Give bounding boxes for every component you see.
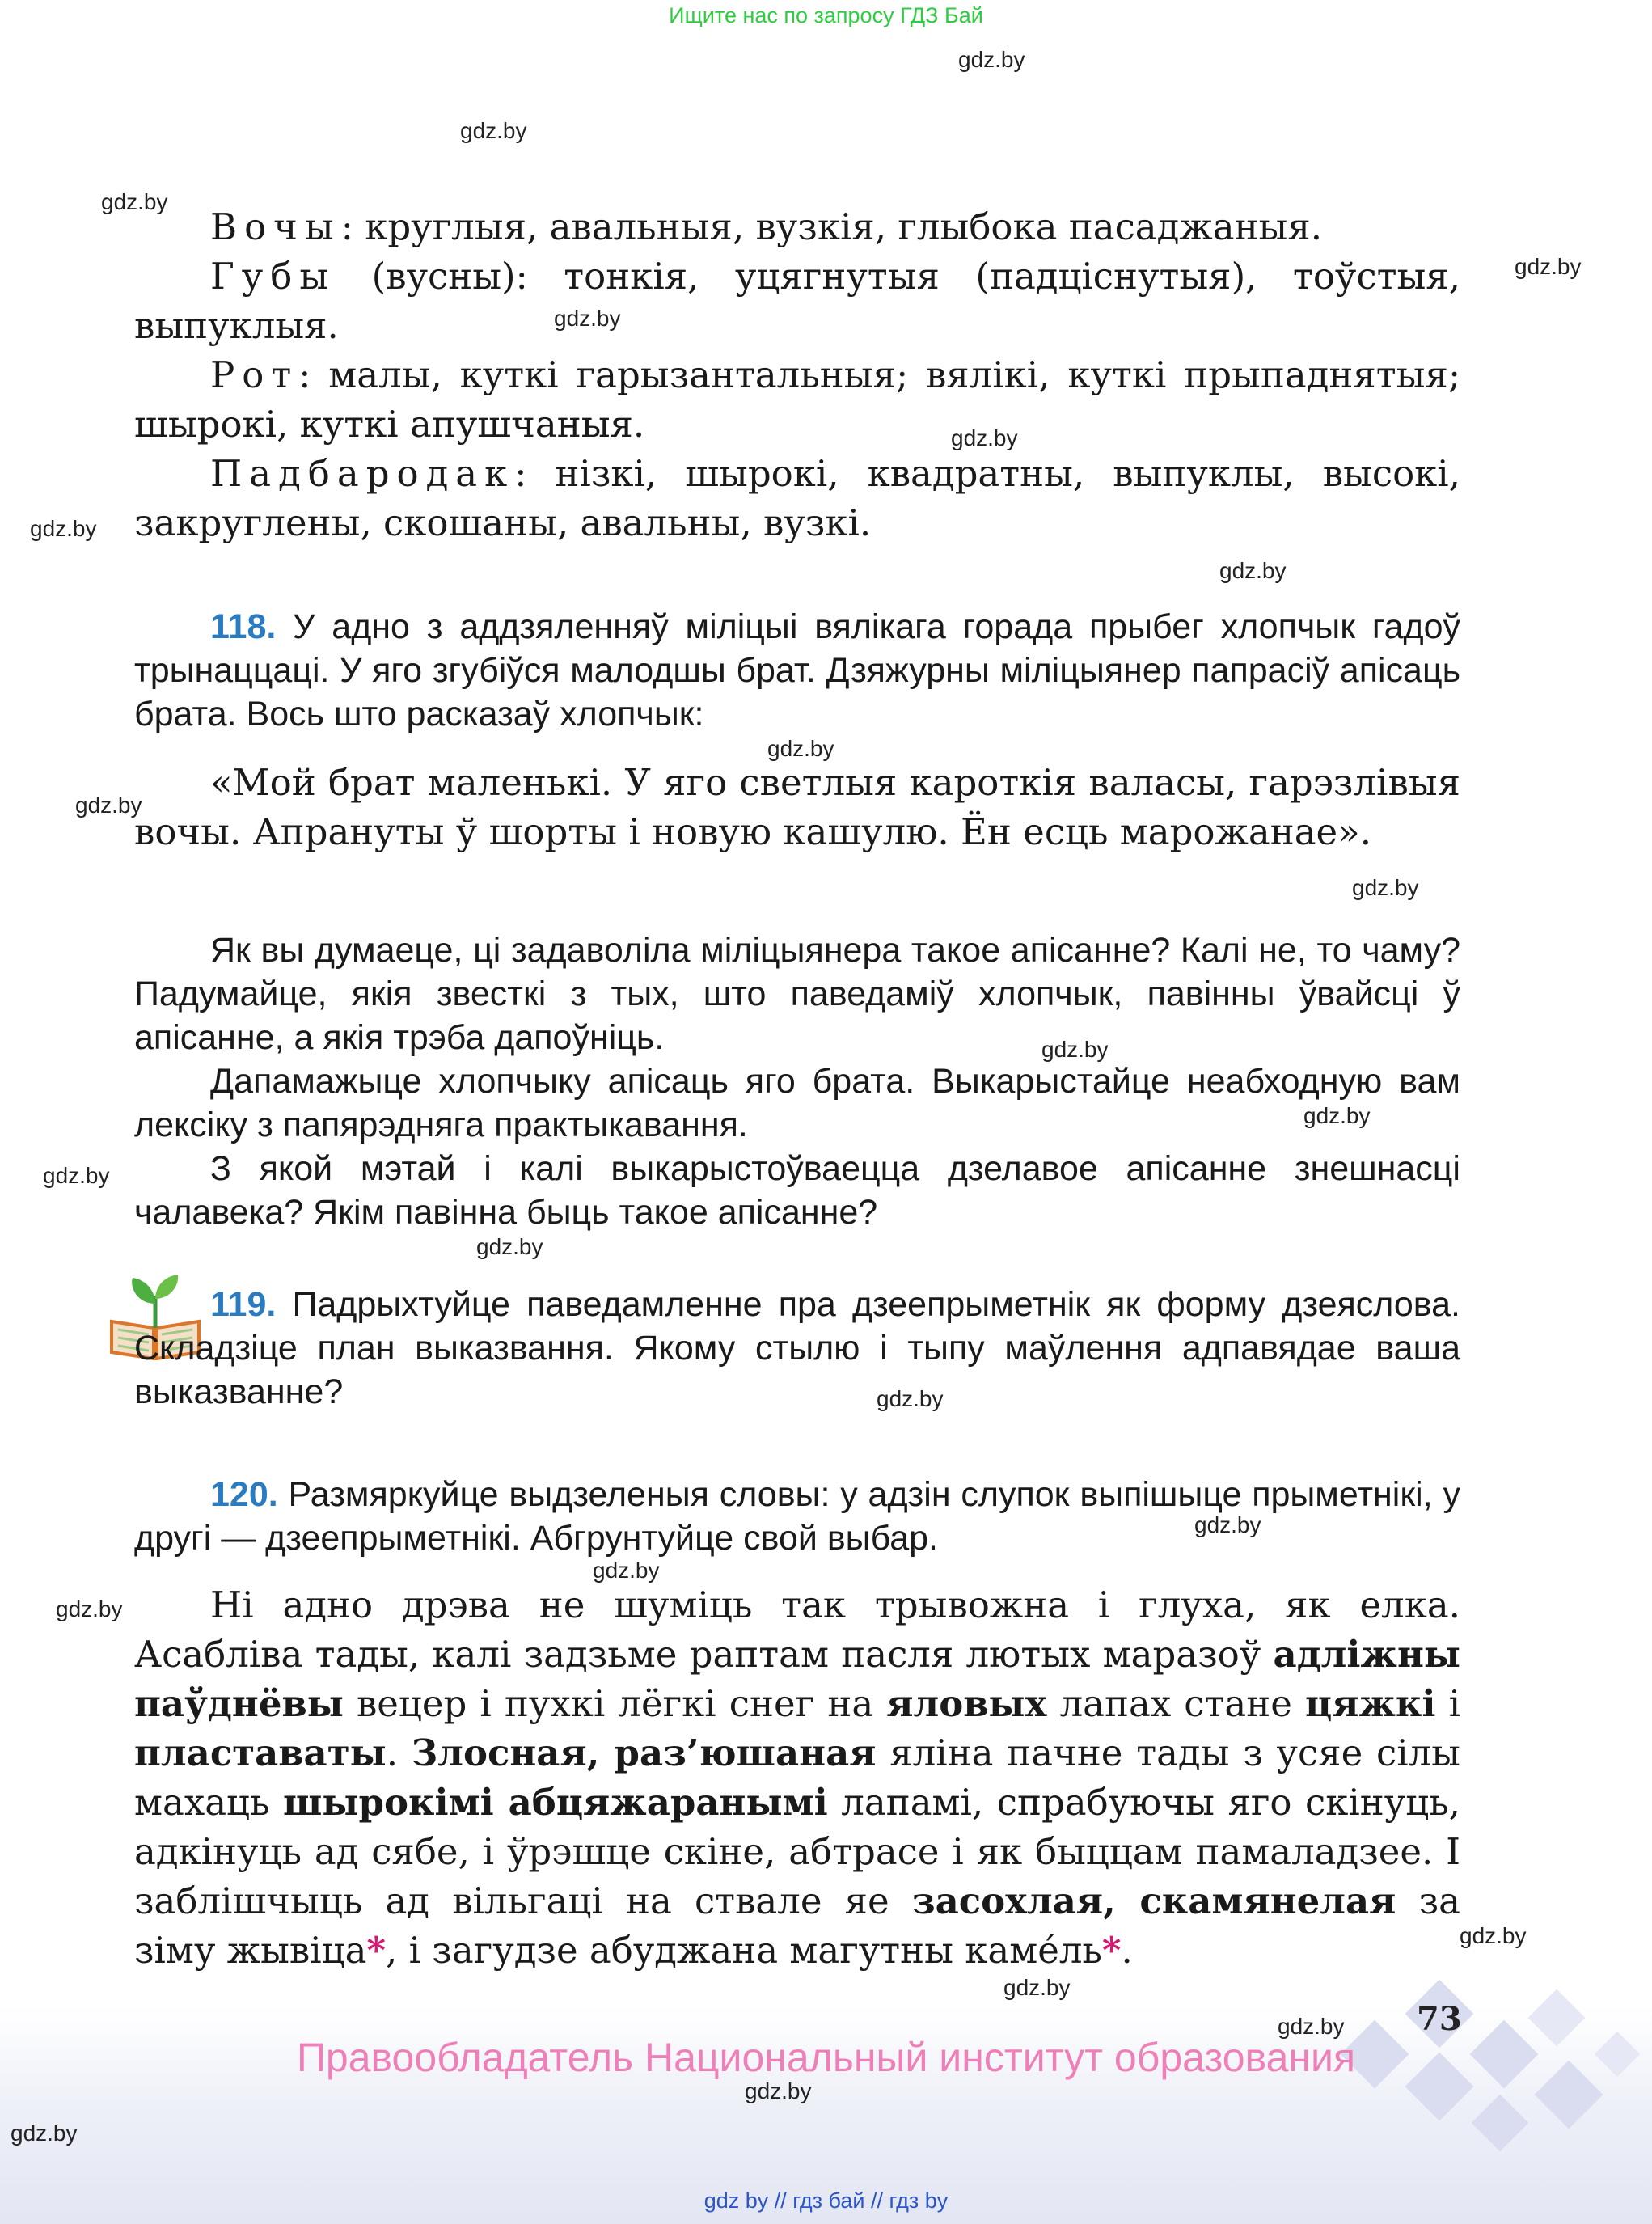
watermark: gdz.by	[1278, 2014, 1345, 2039]
exercise-task-text: Падрыхтуйце паведамленне пра дзеепрыметнік як форму дзеяслова. Складзіце план выказвання. Якому стылю і тыпу маўлення адпавядае ваша выказванне?	[134, 1285, 1460, 1411]
highlighted-word: шырокімі абцяжаранымі	[283, 1781, 828, 1824]
lips-text: (вусны): тонкія, уцягнутыя (падціснутыя), тоўстыя, выпуклыя.	[134, 255, 1460, 347]
chin-paragraph	[134, 449, 1460, 548]
page-number: 73	[1417, 2000, 1462, 2038]
footnote-star: *	[1101, 1929, 1122, 1972]
exercise-119-task	[134, 1283, 1460, 1414]
search-note: Ищите нас по запросу ГДЗ Бай	[669, 3, 983, 27]
watermark: gdz.by	[1041, 1037, 1109, 1062]
eyes-text: : круглыя, авальныя, вузкія, глыбока пасаджаныя.	[340, 205, 1323, 248]
watermark: gdz.by	[958, 47, 1025, 72]
highlighted-word: адліжны паўднёвы	[134, 1633, 1460, 1725]
watermark: gdz.by	[1352, 875, 1419, 900]
watermark: gdz.by	[30, 516, 97, 541]
exercise-task-text: У адно з аддзяленняў міліцыі вялікага горада прыбег хлопчык гадоў трынаццаці. У яго згубіўся малодшы брат. Дзяжурны міліцыянер папрасіў апісаць брата. Вось што расказаў хлопчык:	[134, 607, 1460, 734]
text-run: вецер і пухкі лёгкі снег на	[343, 1682, 887, 1725]
watermark: gdz.by	[951, 425, 1018, 450]
bottom-links[interactable]: gdz by // гдз бай // гдз by	[703, 2188, 949, 2213]
watermark: gdz.by	[460, 118, 527, 143]
text-run: Ні адно дрэва не шуміць так трывожна і глуха, як елка. Асабліва тады, калі задзьме раптам пасля лютых маразоў	[134, 1583, 1460, 1676]
text-run: , і загудзе абуджана магутны каме́ль	[385, 1929, 1102, 1972]
watermark: gdz.by	[11, 2120, 78, 2146]
highlighted-word: Злосная, раз’юшаная	[411, 1731, 877, 1774]
exercise-number: 120.	[210, 1475, 278, 1514]
text-run: за зіму жывіца	[134, 1879, 1460, 1972]
watermark: gdz.by	[56, 1596, 123, 1621]
lips-paragraph	[134, 252, 1460, 350]
watermark: gdz.by	[101, 189, 168, 214]
exercise-118-question-1: Як вы думаеце, ці задаволіла міліцыянера такое апісанне? Калі не, то чаму? Падумайце, якія звесткі з тых, што паведаміў хлопчык, павінны ўвайсці ў апісанне, а якія трэба дапоўніць.	[134, 931, 1460, 1057]
exercise-118-quote: «Мой брат маленькі. У яго светлыя кароткія валасы, гарэзлівыя вочы. Апрануты ў шорты і новую кашулю. Ён есць марожанае».	[134, 761, 1460, 853]
watermark: gdz.by	[43, 1163, 110, 1188]
exercise-120-text	[134, 1580, 1460, 1975]
eyes-paragraph	[134, 202, 1460, 252]
text-run: лапах стане	[1046, 1682, 1305, 1725]
highlighted-word: засохлая, скамянелая	[911, 1879, 1396, 1922]
exercise-number: 118.	[210, 607, 277, 646]
footnote-star: *	[366, 1929, 386, 1972]
watermark: gdz.by	[877, 1386, 944, 1411]
highlighted-word: яловых	[886, 1682, 1047, 1725]
exercise-118-question-3: З якой мэтай і калі выкарыстоўваецца дзелавое апісанне знешнасці чалавека? Якім павінна быць такое апісанне?	[134, 1149, 1460, 1232]
watermark: gdz.by	[1003, 1975, 1071, 2000]
lips-term: Губы	[210, 255, 336, 298]
watermark: gdz.by	[476, 1234, 543, 1259]
text-run: лапамі, спрабуючы яго скінуць, адкінуць ад сябе, і ўрэшце скіне, абтрасе і як быццам памаладзее. І заблішчыць ад вільгаці на ствале яе	[134, 1781, 1460, 1922]
watermark: gdz.by	[1194, 1512, 1261, 1537]
watermark: gdz.by	[1219, 558, 1287, 583]
exercise-task-text: Размяркуйце выдзеленыя словы: у адзін слупок выпішыце прыметнікі, у другі — дзеепрыметнікі. Абгрунтуйце свой выбар.	[134, 1475, 1460, 1558]
mouth-paragraph	[134, 350, 1460, 449]
exercise-number: 119.	[210, 1285, 277, 1324]
copyright-owner: Правообладатель Национальный институт образования	[296, 2035, 1356, 2080]
watermark: gdz.by	[767, 736, 834, 761]
highlighted-word: цяжкі	[1304, 1682, 1436, 1725]
watermark: gdz.by	[593, 1558, 660, 1583]
exercise-120-task	[134, 1473, 1460, 1560]
text-run: яліна пачне тады з усяе сілы махаць	[134, 1731, 1460, 1824]
text-run: і	[1435, 1682, 1461, 1725]
watermark: gdz.by	[1515, 254, 1582, 279]
exercise-118-task	[134, 605, 1460, 736]
text-run: .	[386, 1731, 412, 1774]
eyes-term: Вочы	[210, 205, 341, 248]
watermark: gdz.by	[745, 2078, 812, 2103]
watermark: gdz.by	[75, 793, 142, 818]
watermark: gdz.by	[1303, 1103, 1371, 1128]
watermark: gdz.by	[1460, 1923, 1527, 1948]
chin-text: : нізкі, шырокі, квадратны, выпуклы, высокі, закруглены, скошаны, авальны, вузкі.	[134, 452, 1460, 544]
text-run: .	[1121, 1929, 1133, 1972]
mouth-term: Рот	[210, 353, 299, 396]
watermark: gdz.by	[554, 306, 621, 331]
exercise-118-question-2: Дапамажыце хлопчыку апісаць яго брата. Выкарыстайце неабходную вам лексіку з папярэдняга практыкавання.	[134, 1062, 1460, 1144]
chin-term: Падбародак	[210, 452, 515, 495]
mouth-text: : малы, куткі гарызантальныя; вялікі, куткі прыпаднятыя; шырокі, куткі апушчаныя.	[134, 353, 1460, 446]
highlighted-word: пластаваты	[134, 1731, 387, 1774]
